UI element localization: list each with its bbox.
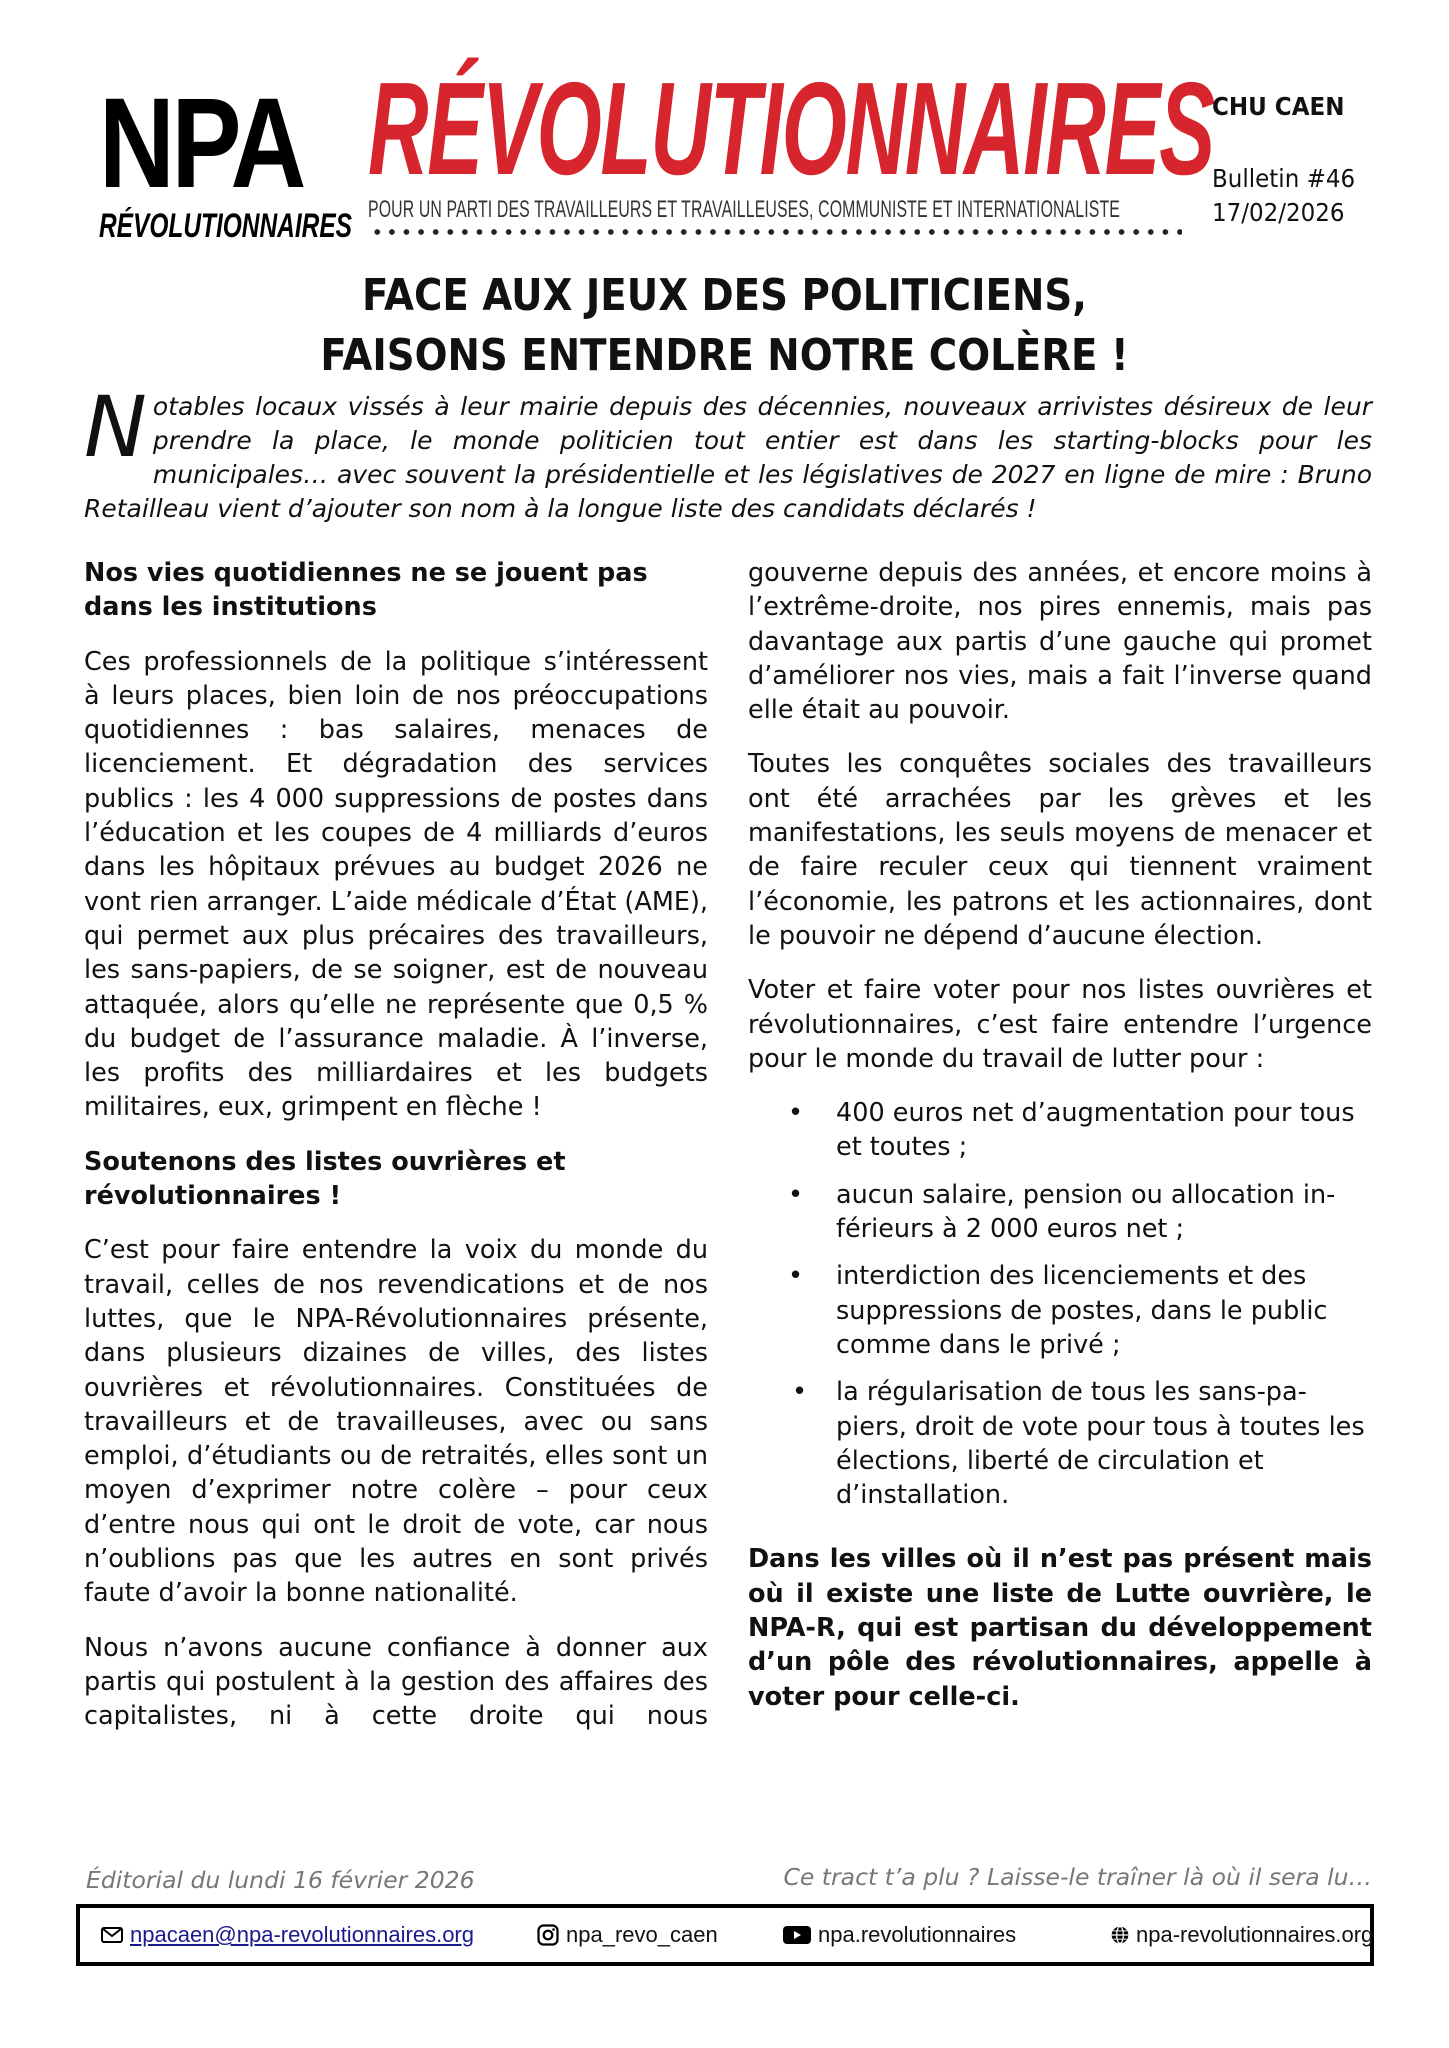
paragraph: C’est pour faire entendre la voix du monde du travail, celles de nos revendications et de nos luttes, que le NPA-Révolutionnaires présente, dans plusieurs dizaines de villes, des listes ouvrières et révolutionnaires. Constituées de travailleurs et de travailleuses, avec ou sans emploi, d’étudiants ou de retraités, elles sont un moyen d’exprimer notre colère – pour ceux d’entre nous qui ont le droit de vote, car nous n’oublions pas que les autres en sont privés faute d’avoir la bonne nationalité. <box>84 1235 708 1609</box>
drop-cap: N <box>84 378 147 476</box>
revolutionnaires-masthead <box>368 55 1214 246</box>
npa-logo-text: NPA <box>99 72 303 215</box>
paragraph: Toutes les conquêtes sociales des travailleurs ont été arrachées par les grèves et les manifestations, les seuls moyens de menacer et de faire reculer ceux qui tiennent vraiment l’économie, les patrons et les actionnaires, dont le pouvoir ne dépend d’aucune élection. <box>748 749 1372 951</box>
list-item-text: la régularisation de tous les sans-pa-piers, droit de vote pour tous à toutes les élections, liberté de circulation et d’installation. <box>836 1377 1365 1511</box>
mail-icon <box>100 1923 124 1947</box>
bulletin-number: Bulletin #46 <box>1212 164 1356 193</box>
headline <box>0 266 1449 386</box>
list-item <box>748 1375 1372 1512</box>
headline-line-1: FACE AUX JEUX DES POLITICIENS, <box>362 270 1087 321</box>
website-link[interactable]: npa-revolutionnaires.org <box>1136 1922 1374 1947</box>
list-item <box>748 1178 1372 1247</box>
editorial-date: Éditorial du lundi 16 février 2026 <box>86 1866 475 1894</box>
headline-line-2: FAISONS ENTENDRE NOTRE COLÈRE ! <box>320 330 1129 381</box>
list-item <box>748 1096 1372 1165</box>
footer-notes <box>84 1863 1372 1906</box>
contact-box <box>76 1904 1374 1966</box>
contact-youtube[interactable] <box>782 1922 1016 1948</box>
contact-instagram[interactable] <box>536 1922 718 1948</box>
npa-logo <box>99 72 352 246</box>
npa-logo-subtitle: RÉVOLUTIONNAIRES <box>99 207 352 245</box>
paragraph: gouverne depuis des années, et encore moins à l’extrême-droite, nos pires ennemis, mais pas davantage aux partis d’une gauche qui promet d’améliorer nos vies, mais a fait l’inverse quand elle était au pouvoir. <box>748 558 1372 726</box>
section-heading: Nos vies quotidiennes ne se jouent pas dans les institutions <box>84 558 648 623</box>
share-note: Ce tract t’a plu ? Laisse-le traîner là où il sera lu… <box>783 1863 1372 1891</box>
intro-text: otables locaux vissés à leur mairie depuis des décennies, nouveaux arrivistes désireux de leur prendre la place, le monde politicien tout entier est dans les starting-blocks pour les municipales… avec souvent la présidentielle et les législatives de 2027 en ligne de mire : Bruno Retailleau vient d’ajouter son nom à la longue liste des candidats déclarés ! <box>84 392 1372 523</box>
closing-call-to-vote: Dans les villes où il n’est pas présent mais où il existe une liste de Lutte ouvrière, le NPA-R, qui est partisan du développement d’un pôle des révolutionnaires, appelle à voter pour celle-ci. <box>748 1544 1372 1712</box>
globe-icon <box>1110 1925 1130 1945</box>
list-item-text: aucun salaire, pension ou allocation in-férieurs à 2 000 euros net ; <box>836 1179 1336 1245</box>
instagram-icon <box>536 1923 560 1947</box>
intro-paragraph <box>84 378 1372 526</box>
masthead-title: RÉVOLUTIONNAIRES <box>368 55 1214 202</box>
dotted-divider <box>370 228 1182 236</box>
paragraph: Ces professionnels de la politique s’intéressent à leurs places, bien loin de nos préoccupations quotidiennes : bas salaires, menaces de licenciement. Et dégradation des services publics : les 4 000 suppressions de postes dans l’éducation et les coupes de 4 milliards d’euros dans les hôpitaux prévues au budget 2026 ne vont rien arranger. L’aide médicale d’État (AME), qui permet aux plus précaires des travailleurs, les sans-papiers, de se soigner, est de nouveau attaquée, alors qu’elle ne représente que 0,5 % du budget de l’assurance maladie. À l’inverse, les profits des milliardaires et les budgets militaires, eux, grimpent en flèche ! <box>84 646 708 1123</box>
right-column <box>748 556 1372 1734</box>
list-item <box>748 1259 1372 1362</box>
bullet-icon: • <box>792 1377 808 1408</box>
bullet-icon: • <box>788 1261 804 1292</box>
paragraph: Nous n’avons aucune confiance à donner aux partis qui postulent à la gestion des affaires des capitalistes, ni à cette droite qui nous <box>84 1632 708 1732</box>
demands-list <box>748 1096 1372 1512</box>
contact-website[interactable] <box>1110 1922 1373 1948</box>
instagram-handle[interactable]: npa_revo_caen <box>566 1922 718 1947</box>
bullet-icon: • <box>788 1179 804 1210</box>
email-link[interactable]: npacaen@npa-revolutionnaires.org <box>130 1922 474 1947</box>
youtube-channel[interactable]: npa.revolutionnaires <box>818 1922 1017 1947</box>
section-heading: Soutenons des listes ouvrières et révolutionnaires ! <box>84 1146 566 1212</box>
bulletin-info <box>1212 92 1432 230</box>
left-column <box>84 556 708 1754</box>
youtube-icon <box>782 1923 812 1947</box>
bullet-icon: • <box>788 1098 804 1129</box>
list-item-text: interdiction des licenciements et des suppressions de postes, dans le public comme dans le privé ; <box>836 1261 1328 1360</box>
list-item-text: 400 euros net d’augmentation pour tous et toutes ; <box>836 1098 1355 1163</box>
contact-email[interactable] <box>100 1922 474 1948</box>
paragraph: Voter et faire voter pour nos listes ouvrières et révolutionnaires, c’est faire entendre l’urgence pour le monde du travail de lutter pour : <box>748 975 1372 1074</box>
masthead-tagline: POUR UN PARTI DES TRAVAILLEURS ET TRAVAILLEUSES, COMMUNISTE ET INTERNATIONALISTE <box>368 196 1120 223</box>
bulletin-date: 17/02/2026 <box>1212 198 1345 227</box>
site-name: CHU CAEN <box>1212 92 1345 121</box>
